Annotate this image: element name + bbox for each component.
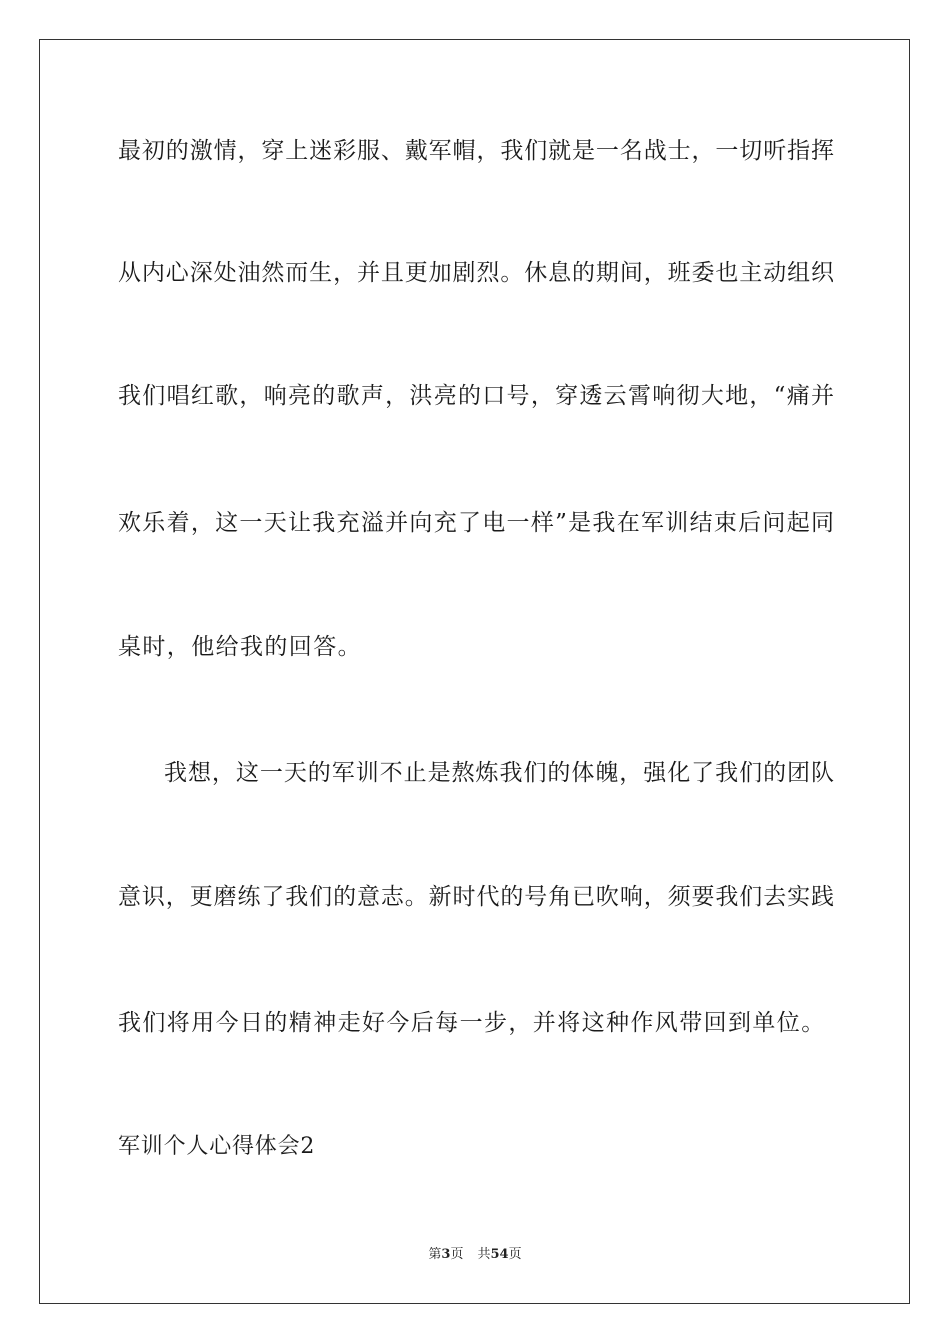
body-text-line-7: 意识，更磨练了我们的意志。新时代的号角已吹响，须要我们去实践 — [118, 884, 834, 910]
page-footer — [0, 1246, 950, 1264]
total-page-number: 54 — [490, 1247, 509, 1262]
body-text-line-2: 从内心深处油然而生，并且更加剧烈。休息的期间，班委也主动组织 — [118, 260, 834, 286]
current-page-number: 3 — [441, 1247, 451, 1262]
page-border — [39, 39, 910, 1304]
section-heading: 军训个人心得体会2 — [118, 1134, 316, 1159]
body-text-line-8: 我们将用今日的精神走好今后每一步，并将这种作风带回到单位。 — [118, 1010, 826, 1036]
body-text-line-5: 桌时，他给我的回答。 — [118, 634, 362, 660]
body-text-line-4: 欢乐着，这一天让我充溢并向充了电一样”是我在军训结束后问起同 — [118, 510, 834, 536]
page-suffix: 页 — [450, 1247, 464, 1262]
total-prefix: 共 — [477, 1247, 491, 1262]
body-text-line-1: 最初的激情，穿上迷彩服、戴军帽，我们就是一名战士，一切听指挥 — [118, 138, 834, 164]
page-prefix: 第 — [428, 1247, 442, 1262]
body-text-line-6: 我想，这一天的军训不止是熬炼我们的体魄，强化了我们的团队 — [164, 760, 834, 786]
body-text-line-3: 我们唱红歌，响亮的歌声，洪亮的口号，穿透云霄响彻大地，“痛并 — [118, 383, 834, 409]
total-suffix: 页 — [508, 1247, 522, 1262]
